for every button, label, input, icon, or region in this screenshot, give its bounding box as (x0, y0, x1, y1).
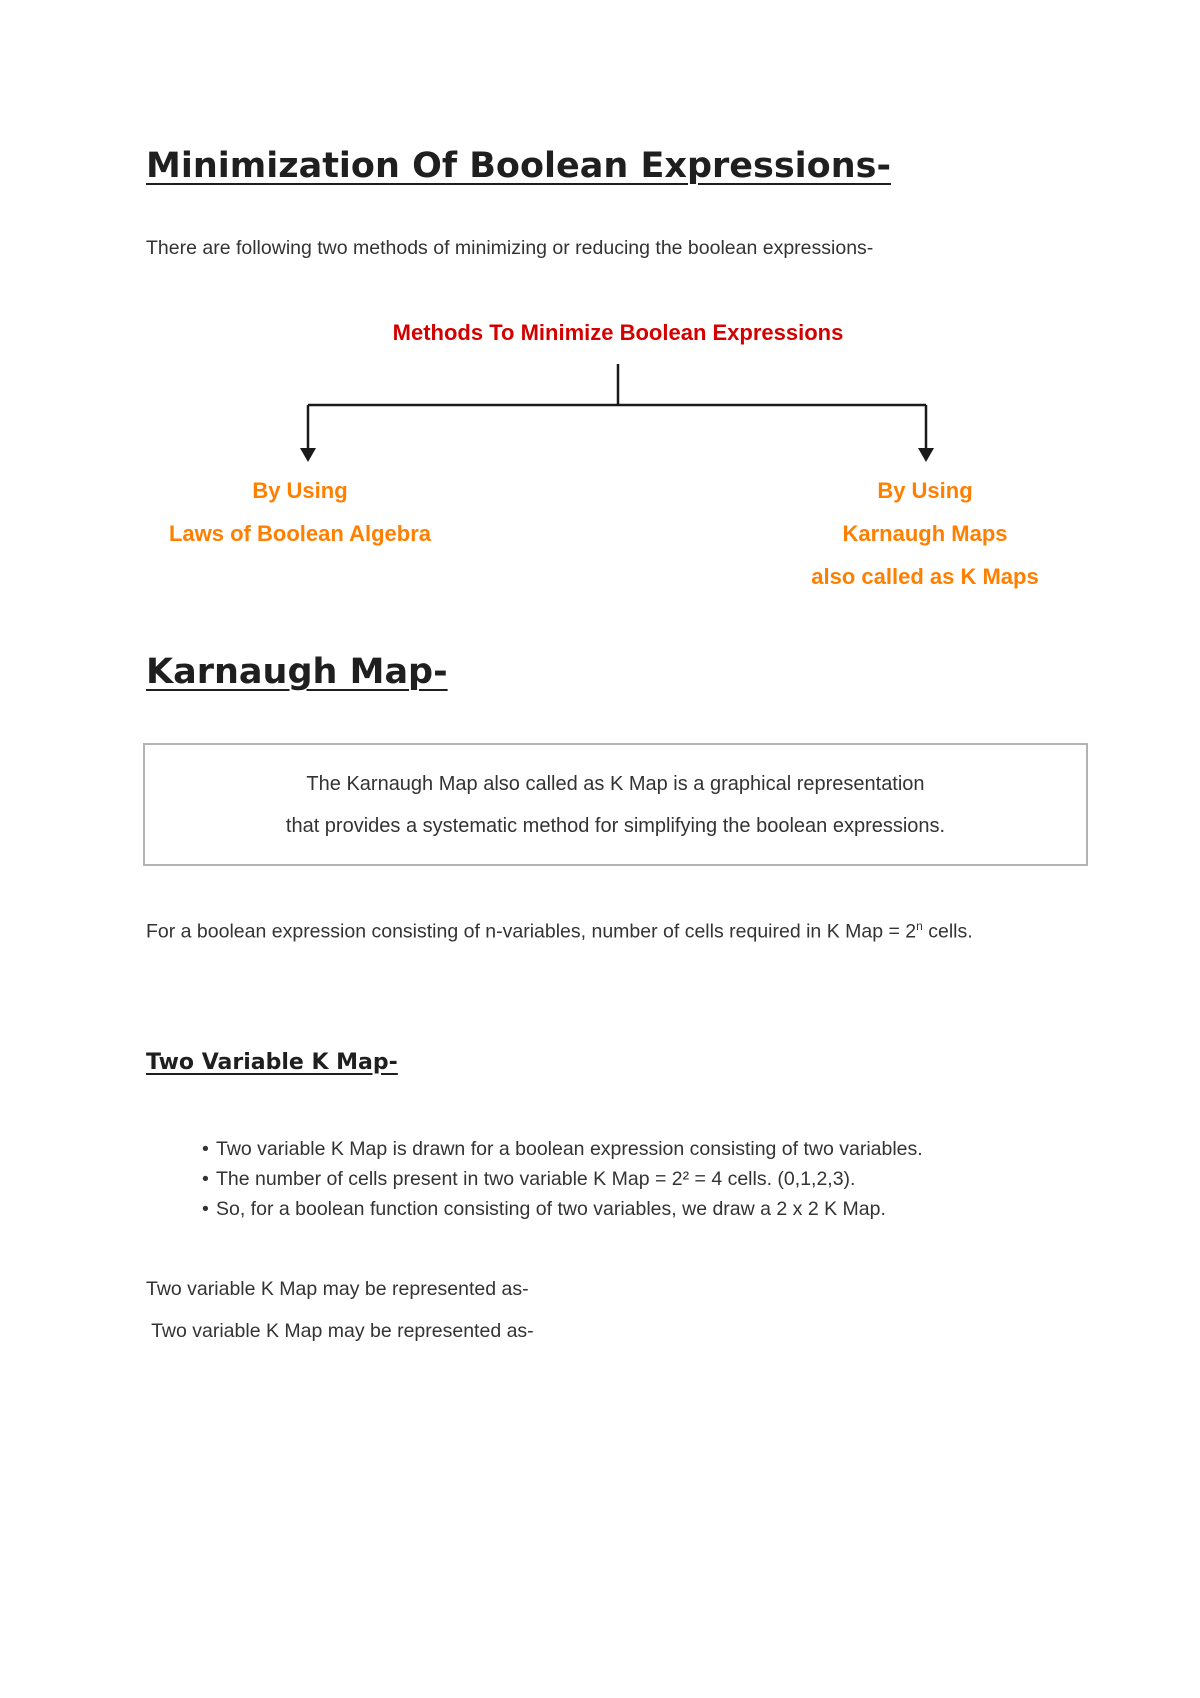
represented-text: Two variable K Map may be represented as- (146, 1278, 529, 1300)
subsection-title-two-variable: Two Variable K Map- (146, 1050, 398, 1075)
arrowhead-left-icon (300, 448, 316, 462)
list-item-text: So, for a boolean function consisting of two variables, we draw a 2 x 2 K Map. (216, 1198, 886, 1220)
list-item (202, 1134, 923, 1164)
branch-left-line: Laws of Boolean Algebra (168, 521, 431, 546)
arrowhead-right-icon (918, 448, 934, 462)
bullet-icon: • (202, 1198, 209, 1220)
list-item-text: Two variable K Map is drawn for a boolean expression consisting of two variables. (216, 1138, 923, 1160)
branch-right-line: By Using (877, 478, 973, 503)
list-item (202, 1194, 923, 1224)
branch-left-line: By Using (252, 478, 348, 503)
branch-karnaugh-maps (775, 469, 1075, 598)
formula-suffix: cells. (922, 920, 973, 943)
branch-right-line: also called as K Maps (811, 564, 1039, 589)
represented-text: Two variable K Map may be represented as- (146, 1320, 534, 1342)
formula-text: For a boolean expression consisting of n-variables, number of cells required in K Map = 2 (146, 920, 917, 943)
intro-paragraph: There are following two methods of minimizing or reducing the boolean expressions- (146, 237, 874, 259)
section-title-karnaugh-map: Karnaugh Map- (146, 652, 448, 692)
bullet-icon: • (202, 1168, 209, 1190)
branch-right-line: Karnaugh Maps (842, 521, 1008, 546)
cells-formula (146, 919, 973, 944)
definition-box (143, 743, 1088, 866)
bullet-icon: • (202, 1138, 209, 1160)
list-item-text: The number of cells present in two variable K Map = 2² = 4 cells. (0,1,2,3). (216, 1168, 856, 1190)
definition-line: that provides a systematic method for simplifying the boolean expressions. (285, 815, 946, 837)
page-title: Minimization Of Boolean Expressions- (146, 146, 891, 186)
definition-line: The Karnaugh Map also called as K Map is a graphical representation (306, 773, 925, 795)
bullet-list (202, 1134, 923, 1224)
list-item (202, 1164, 923, 1194)
diagram-title: Methods To Minimize Boolean Expressions (392, 320, 844, 345)
branch-boolean-laws (150, 469, 450, 555)
formula-exponent: n (916, 919, 923, 933)
